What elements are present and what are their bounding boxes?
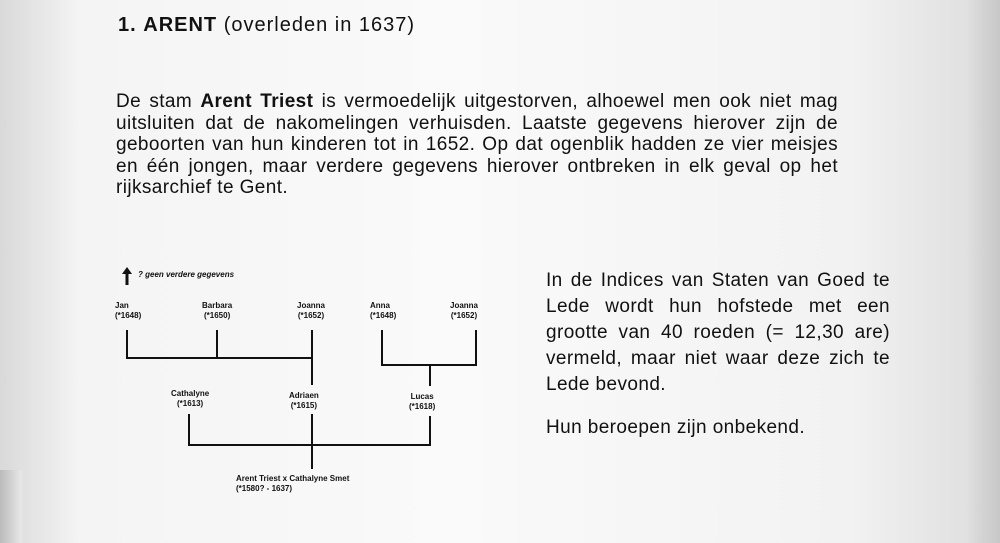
intro-bold-name: Arent Triest [200, 91, 314, 112]
tree-line [216, 330, 218, 358]
tree-line [429, 416, 431, 446]
tree-line [126, 357, 313, 359]
node-name: Lucas [410, 392, 434, 401]
intro-pre: De stam [116, 91, 201, 112]
page-edge-left [0, 470, 22, 543]
tree-line [311, 414, 313, 469]
tree-note: ? geen verdere gegevens [138, 270, 235, 279]
node-name: Joanna [297, 301, 326, 310]
tree-line [188, 444, 431, 446]
node-name: Arent Triest x Cathalyne Smet [236, 474, 350, 483]
side-text [546, 268, 890, 441]
tree-node-cathalyne [171, 389, 209, 409]
tree-node-joanna-2 [450, 301, 478, 321]
node-year: (*1613) [176, 399, 204, 408]
tree-node-lucas [409, 392, 435, 412]
intro-paragraph [116, 91, 838, 199]
node-name: Joanna [450, 301, 479, 310]
node-year: (*1615) [290, 401, 318, 410]
intro-post: is vermoedelijk uitgestorven, alhoewel men ook niet mag uitsluiten dat de nakomelingen verhuisden. Laatste gegevens hierover zijn de geboorten van hun kinderen tot in 1652. Op dat ogenblik hadden ze vier meisjes en één jongen, maar verdere gegevens hierover ontbreken in elk geval op het rijksarchief te Gent. [116, 91, 838, 198]
side-paragraph-2: Hun beroepen zijn onbekend. [546, 417, 806, 438]
heading-number: 1. [118, 14, 137, 36]
tree-line [188, 414, 190, 446]
tree-line [475, 330, 477, 365]
node-year: (*1650) [204, 311, 231, 320]
node-name: Adriaen [289, 391, 319, 400]
node-year: (*1652) [297, 311, 325, 320]
node-year: (*1648) [370, 311, 397, 320]
node-year: (*1580? - 1637) [236, 484, 293, 493]
side-paragraph-1: In de Indices van Staten van Goed te Lede wordt hun hofstede met een grootte van 40 roeden (= 12,30 are) vermeld, maar niet waar deze zich te Lede bevond. [546, 270, 890, 395]
heading-note: (overleden in 1637) [223, 14, 416, 36]
node-year: (*1648) [115, 311, 142, 320]
section-heading [118, 14, 415, 37]
tree-line [429, 364, 431, 386]
tree-node-root [236, 474, 349, 494]
node-name: Jan [115, 301, 129, 310]
tree-node-jan [115, 301, 141, 321]
tree-line [381, 330, 383, 365]
tree-node-adriaen [289, 391, 319, 411]
tree-node-anna [370, 301, 396, 321]
page-edge-right [966, 0, 1000, 543]
tree-line [126, 330, 128, 358]
node-year: (*1618) [409, 402, 436, 411]
heading-name: ARENT [143, 14, 218, 36]
up-arrow-icon [121, 267, 133, 285]
tree-node-joanna-1 [297, 301, 325, 321]
node-name: Anna [370, 301, 390, 310]
node-year: (*1652) [450, 311, 478, 320]
tree-node-barbara [202, 301, 232, 321]
node-name: Cathalyne [171, 389, 210, 398]
node-name: Barbara [202, 301, 233, 310]
